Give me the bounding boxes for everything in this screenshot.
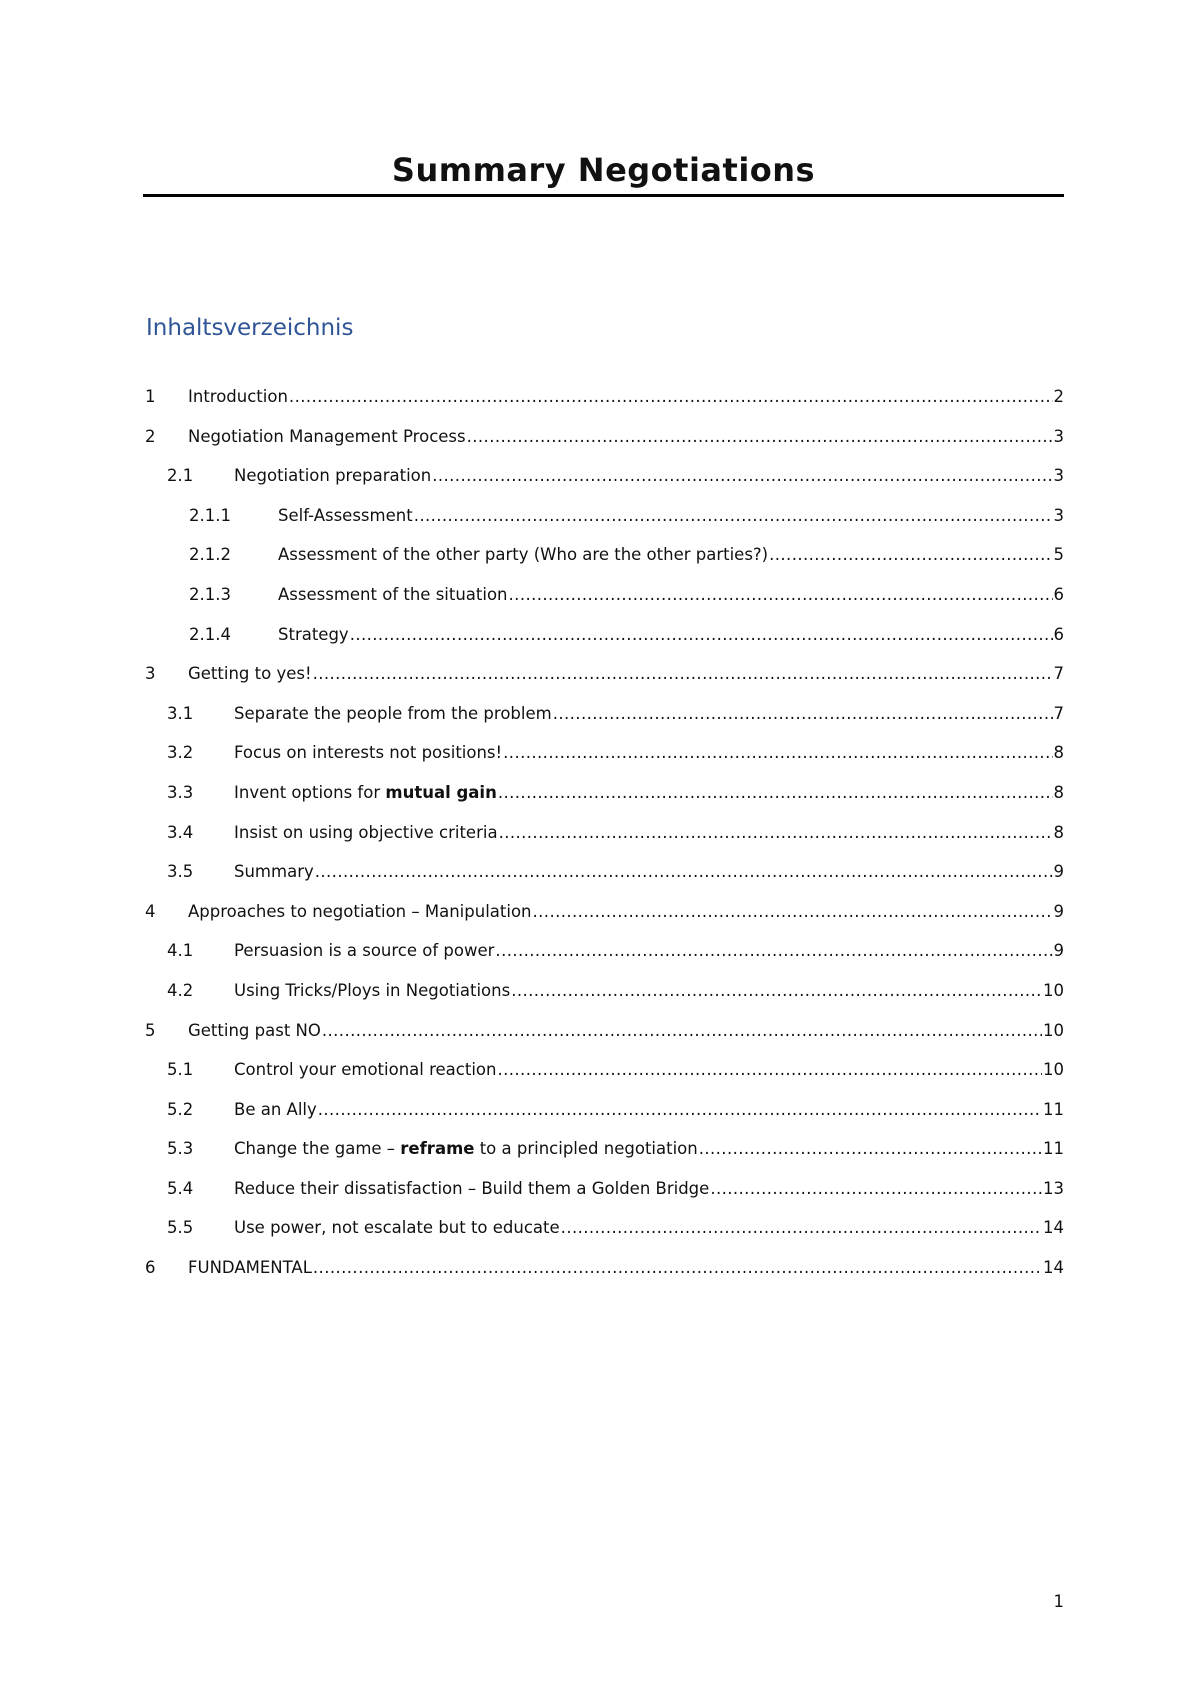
toc-entry-label-part: Change the game – — [234, 1139, 401, 1159]
toc-entry[interactable] — [145, 583, 1064, 623]
toc-entry-number: 6 — [145, 1258, 156, 1278]
toc-dot-leader — [414, 504, 1053, 528]
toc-entry-page-number: 9 — [1053, 901, 1064, 921]
toc-entry-page-number: 14 — [1043, 1218, 1064, 1238]
toc-entry-number: 3.2 — [167, 743, 194, 763]
toc-entry-label: Negotiation preparation — [234, 466, 432, 486]
toc-entry-label-emphasis: mutual gain — [385, 782, 497, 802]
toc-entry-label-emphasis: reframe — [400, 1139, 475, 1159]
toc-entry-label: Reduce their dissatisfaction – Build them a Golden Bridge — [234, 1178, 710, 1198]
toc-dot-leader — [699, 1137, 1042, 1161]
toc-dot-leader — [498, 781, 1053, 805]
toc-dot-leader — [710, 1177, 1042, 1201]
toc-entry[interactable] — [145, 860, 1064, 900]
toc-entry-page-number: 6 — [1053, 584, 1064, 604]
toc-entry-label: Getting past NO — [188, 1020, 321, 1040]
toc-entry-label: Assessment of the other party (Who are the other parties?) — [278, 545, 769, 565]
toc-entry[interactable] — [145, 425, 1064, 465]
toc-entry-label: Negotiation Management Process — [188, 426, 466, 446]
toc-entry-number: 3 — [145, 664, 156, 684]
toc-dot-leader — [503, 741, 1052, 765]
toc-entry-page-number: 7 — [1053, 664, 1064, 684]
toc-dot-leader — [511, 979, 1042, 1003]
toc-entry-label: Insist on using objective criteria — [234, 822, 498, 842]
toc-entry-page-number: 8 — [1053, 782, 1064, 802]
toc-entry-number: 1 — [145, 387, 156, 406]
toc-entry-label-part: to a principled negotiation — [474, 1139, 698, 1159]
toc-entry[interactable] — [145, 702, 1064, 742]
toc-dot-leader — [497, 1058, 1042, 1082]
toc-entry-page-number: 10 — [1043, 980, 1064, 1000]
toc-entry-page-number: 2 — [1053, 387, 1064, 406]
document-title: Summary Negotiations — [391, 151, 816, 189]
toc-entry-page-number: 5 — [1053, 545, 1064, 565]
toc-entry-page-number: 11 — [1043, 1139, 1064, 1159]
toc-entry[interactable] — [145, 543, 1064, 583]
toc-entry-label: FUNDAMENTAL — [188, 1258, 312, 1278]
toc-entry[interactable] — [145, 1098, 1064, 1138]
toc-entry[interactable] — [145, 979, 1064, 1019]
toc-entry-number: 5 — [145, 1020, 156, 1040]
toc-entry[interactable] — [145, 1177, 1064, 1217]
toc-entry-page-number: 7 — [1053, 703, 1064, 723]
toc-entry[interactable] — [145, 1137, 1064, 1177]
toc-entry-number: 2.1.2 — [189, 545, 231, 565]
toc-entry[interactable] — [145, 662, 1064, 702]
toc-entry-number: 4.1 — [167, 941, 194, 961]
toc-entry-number: 3.3 — [167, 782, 194, 802]
toc-entry-page-number: 9 — [1053, 941, 1064, 961]
toc-entry-number: 5.1 — [167, 1060, 194, 1080]
toc-entry-label: Approaches to negotiation – Manipulation — [188, 901, 532, 921]
toc-entry-number: 5.2 — [167, 1099, 194, 1119]
toc-dot-leader — [467, 425, 1053, 449]
toc-entry[interactable] — [145, 504, 1064, 544]
toc-dot-leader — [432, 464, 1052, 488]
toc-entry[interactable] — [145, 385, 1064, 425]
toc-entry-number: 3.1 — [167, 703, 194, 723]
toc-entry-label: Using Tricks/Ploys in Negotiations — [234, 980, 511, 1000]
toc-entry-number: 5.5 — [167, 1218, 194, 1238]
toc-entry-page-number: 14 — [1043, 1258, 1064, 1278]
toc-entry[interactable] — [145, 821, 1064, 861]
toc-entry-number: 4.2 — [167, 980, 194, 1000]
toc-dot-leader — [561, 1216, 1042, 1240]
toc-entry-label: Persuasion is a source of power — [234, 941, 495, 961]
toc-entry-number: 2.1.3 — [189, 584, 231, 604]
toc-dot-leader — [322, 1019, 1042, 1043]
table-of-contents — [145, 385, 1064, 1296]
toc-entry-label: Summary — [234, 862, 314, 882]
toc-entry-number: 2.1.4 — [189, 624, 231, 644]
toc-dot-leader — [553, 702, 1053, 726]
toc-entry-label: Separate the people from the problem — [234, 703, 552, 723]
toc-dot-leader — [769, 543, 1052, 567]
toc-entry-label: Strategy — [278, 624, 349, 644]
toc-entry[interactable] — [145, 1058, 1064, 1098]
toc-entry-label — [234, 1137, 698, 1161]
toc-dot-leader — [533, 900, 1053, 924]
toc-dot-leader — [313, 1256, 1042, 1280]
toc-entry-label-part: Invent options for — [234, 782, 386, 802]
toc-entry[interactable] — [145, 623, 1064, 663]
toc-dot-leader — [499, 821, 1053, 845]
toc-entry-page-number: 10 — [1043, 1020, 1064, 1040]
toc-entry[interactable] — [145, 1019, 1064, 1059]
toc-dot-leader — [350, 623, 1053, 647]
toc-dot-leader — [313, 662, 1053, 686]
toc-entry-page-number: 6 — [1053, 624, 1064, 644]
toc-entry-page-number: 10 — [1043, 1060, 1064, 1080]
toc-entry-label: Focus on interests not positions! — [234, 743, 503, 763]
toc-entry-number: 2.1 — [167, 466, 194, 486]
toc-entry[interactable] — [145, 781, 1064, 821]
toc-entry-number: 2.1.1 — [189, 505, 231, 525]
toc-heading: Inhaltsverzeichnis — [146, 315, 354, 341]
toc-dot-leader — [509, 583, 1053, 607]
footer-page-number: 1 — [1053, 1592, 1064, 1611]
title-underline-rule — [143, 194, 1064, 197]
toc-dot-leader — [318, 1098, 1042, 1122]
toc-entry-page-number: 8 — [1053, 743, 1064, 763]
toc-entry-page-number: 3 — [1053, 426, 1064, 446]
toc-entry-label: Control your emotional reaction — [234, 1060, 497, 1080]
toc-entry-page-number: 3 — [1053, 466, 1064, 486]
toc-entry-page-number: 9 — [1053, 862, 1064, 882]
toc-entry-number: 5.3 — [167, 1139, 194, 1159]
toc-entry[interactable] — [145, 900, 1064, 940]
toc-dot-leader — [495, 939, 1052, 963]
toc-entry-label — [234, 781, 497, 805]
toc-entry-label: Use power, not escalate but to educate — [234, 1218, 560, 1238]
toc-entry-page-number: 13 — [1043, 1178, 1064, 1198]
toc-entry[interactable] — [145, 464, 1064, 504]
toc-entry-page-number: 3 — [1053, 505, 1064, 525]
toc-entry-number: 3.4 — [167, 822, 194, 842]
toc-entry-number: 2 — [145, 426, 156, 446]
toc-entry[interactable] — [145, 939, 1064, 979]
toc-entry-label: Getting to yes! — [188, 664, 312, 684]
toc-entry[interactable] — [145, 1256, 1064, 1296]
toc-entry-label: Self-Assessment — [278, 505, 413, 525]
toc-dot-leader — [315, 860, 1053, 884]
toc-dot-leader — [289, 385, 1053, 409]
toc-entry[interactable] — [145, 1216, 1064, 1256]
toc-entry[interactable] — [145, 741, 1064, 781]
toc-entry-page-number: 11 — [1043, 1099, 1064, 1119]
toc-entry-label: Introduction — [188, 387, 288, 406]
toc-entry-label: Be an Ally — [234, 1099, 317, 1119]
toc-entry-label: Assessment of the situation — [278, 584, 508, 604]
toc-entry-number: 4 — [145, 901, 156, 921]
toc-entry-page-number: 8 — [1053, 822, 1064, 842]
toc-entry-number: 5.4 — [167, 1178, 194, 1198]
toc-entry-number: 3.5 — [167, 862, 194, 882]
